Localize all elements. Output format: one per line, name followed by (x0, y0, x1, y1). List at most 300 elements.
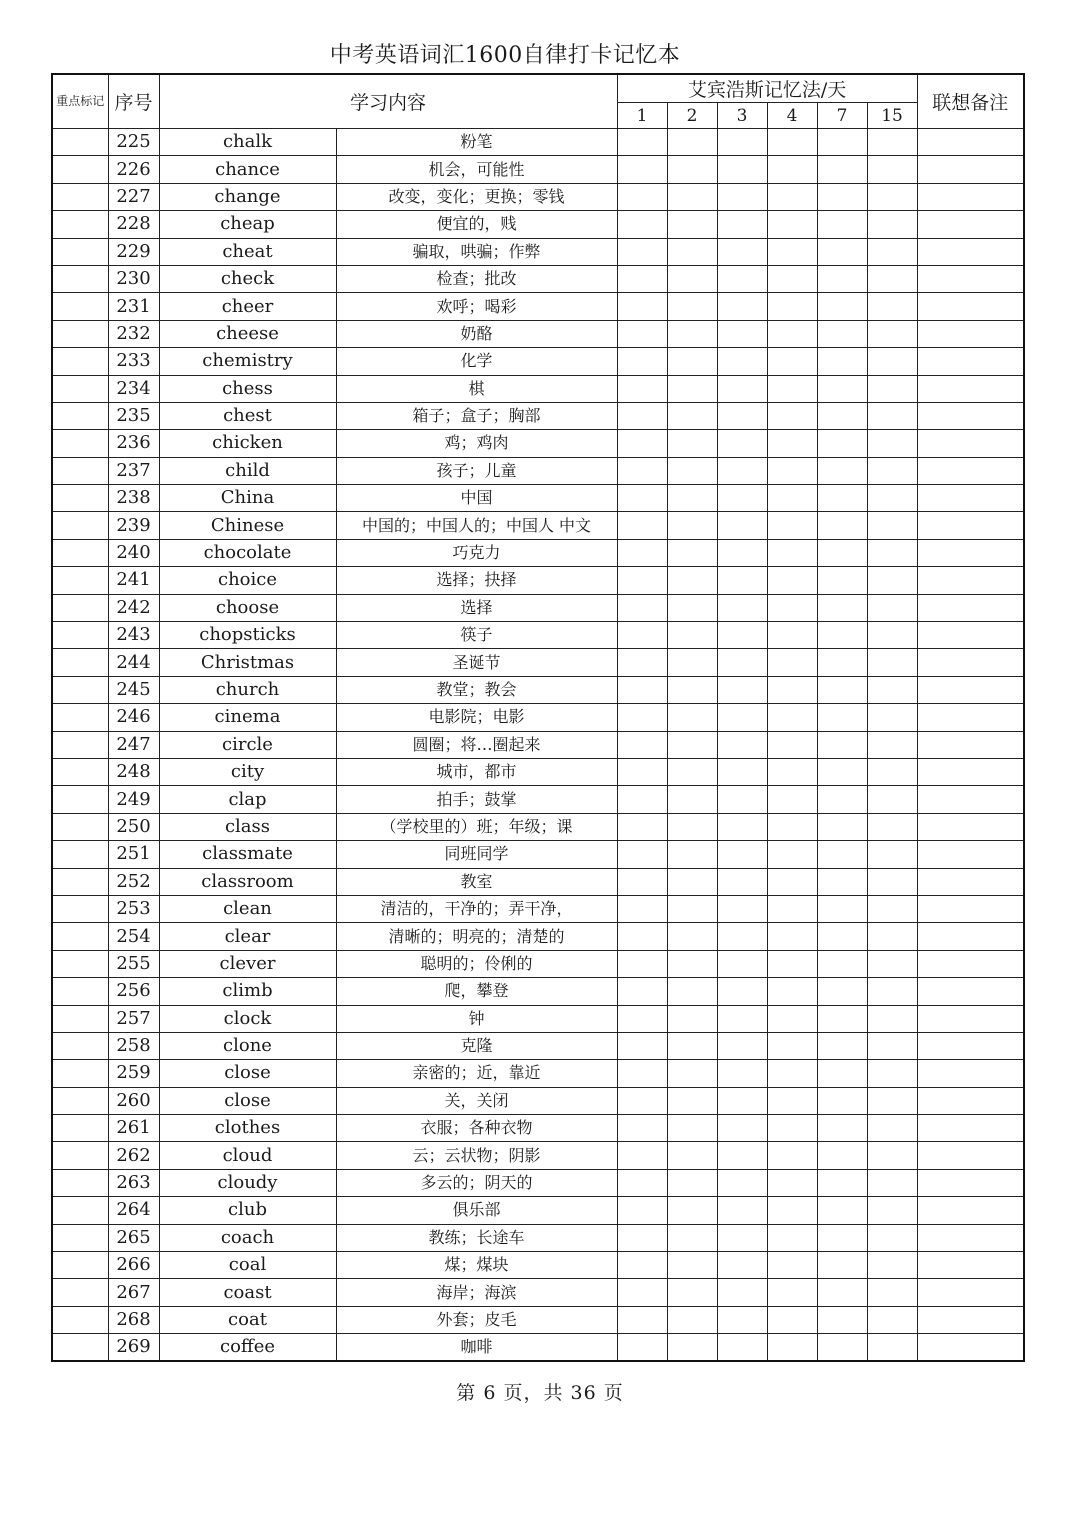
mark-cell[interactable] (52, 1252, 108, 1279)
day-checkbox-cell[interactable] (767, 183, 817, 210)
notes-cell[interactable] (917, 265, 1024, 292)
day-checkbox-cell[interactable] (617, 622, 667, 649)
day-checkbox-cell[interactable] (717, 622, 767, 649)
day-checkbox-cell[interactable] (767, 265, 817, 292)
day-checkbox-cell[interactable] (817, 1279, 867, 1306)
mark-cell[interactable] (52, 813, 108, 840)
notes-cell[interactable] (917, 1197, 1024, 1224)
day-checkbox-cell[interactable] (717, 1005, 767, 1032)
mark-cell[interactable] (52, 1169, 108, 1196)
day-checkbox-cell[interactable] (717, 293, 767, 320)
day-checkbox-cell[interactable] (767, 485, 817, 512)
day-checkbox-cell[interactable] (767, 1197, 817, 1224)
day-checkbox-cell[interactable] (817, 649, 867, 676)
day-checkbox-cell[interactable] (717, 978, 767, 1005)
day-checkbox-cell[interactable] (867, 950, 917, 977)
day-checkbox-cell[interactable] (767, 704, 817, 731)
day-checkbox-cell[interactable] (767, 1306, 817, 1333)
day-checkbox-cell[interactable] (667, 676, 717, 703)
day-checkbox-cell[interactable] (817, 676, 867, 703)
notes-cell[interactable] (917, 1142, 1024, 1169)
day-checkbox-cell[interactable] (717, 704, 767, 731)
notes-cell[interactable] (917, 1032, 1024, 1059)
day-checkbox-cell[interactable] (617, 594, 667, 621)
day-checkbox-cell[interactable] (767, 129, 817, 156)
day-checkbox-cell[interactable] (867, 731, 917, 758)
mark-cell[interactable] (52, 457, 108, 484)
day-checkbox-cell[interactable] (617, 1005, 667, 1032)
mark-cell[interactable] (52, 895, 108, 922)
day-checkbox-cell[interactable] (767, 211, 817, 238)
day-checkbox-cell[interactable] (617, 1197, 667, 1224)
day-checkbox-cell[interactable] (667, 1252, 717, 1279)
notes-cell[interactable] (917, 1252, 1024, 1279)
day-checkbox-cell[interactable] (717, 539, 767, 566)
day-checkbox-cell[interactable] (667, 512, 717, 539)
day-checkbox-cell[interactable] (717, 895, 767, 922)
day-checkbox-cell[interactable] (767, 1334, 817, 1361)
notes-cell[interactable] (917, 485, 1024, 512)
day-checkbox-cell[interactable] (667, 841, 717, 868)
mark-cell[interactable] (52, 430, 108, 457)
day-checkbox-cell[interactable] (617, 1169, 667, 1196)
day-checkbox-cell[interactable] (817, 293, 867, 320)
day-checkbox-cell[interactable] (667, 868, 717, 895)
day-checkbox-cell[interactable] (867, 402, 917, 429)
mark-cell[interactable] (52, 320, 108, 347)
mark-cell[interactable] (52, 183, 108, 210)
notes-cell[interactable] (917, 1060, 1024, 1087)
day-checkbox-cell[interactable] (817, 622, 867, 649)
day-checkbox-cell[interactable] (817, 978, 867, 1005)
day-checkbox-cell[interactable] (617, 1279, 667, 1306)
day-checkbox-cell[interactable] (867, 758, 917, 785)
day-checkbox-cell[interactable] (617, 1334, 667, 1361)
mark-cell[interactable] (52, 622, 108, 649)
mark-cell[interactable] (52, 1032, 108, 1059)
day-checkbox-cell[interactable] (617, 1252, 667, 1279)
day-checkbox-cell[interactable] (617, 402, 667, 429)
day-checkbox-cell[interactable] (717, 1032, 767, 1059)
day-checkbox-cell[interactable] (717, 950, 767, 977)
mark-cell[interactable] (52, 841, 108, 868)
mark-cell[interactable] (52, 539, 108, 566)
day-checkbox-cell[interactable] (867, 348, 917, 375)
day-checkbox-cell[interactable] (717, 1224, 767, 1251)
notes-cell[interactable] (917, 1334, 1024, 1361)
day-checkbox-cell[interactable] (617, 238, 667, 265)
notes-cell[interactable] (917, 402, 1024, 429)
day-checkbox-cell[interactable] (617, 1306, 667, 1333)
notes-cell[interactable] (917, 594, 1024, 621)
day-checkbox-cell[interactable] (667, 1087, 717, 1114)
notes-cell[interactable] (917, 676, 1024, 703)
day-checkbox-cell[interactable] (867, 238, 917, 265)
day-checkbox-cell[interactable] (667, 320, 717, 347)
day-checkbox-cell[interactable] (717, 485, 767, 512)
day-checkbox-cell[interactable] (817, 211, 867, 238)
notes-cell[interactable] (917, 1224, 1024, 1251)
day-checkbox-cell[interactable] (617, 895, 667, 922)
day-checkbox-cell[interactable] (817, 402, 867, 429)
day-checkbox-cell[interactable] (767, 594, 817, 621)
day-checkbox-cell[interactable] (817, 868, 867, 895)
notes-cell[interactable] (917, 567, 1024, 594)
day-checkbox-cell[interactable] (817, 1060, 867, 1087)
day-checkbox-cell[interactable] (817, 704, 867, 731)
day-checkbox-cell[interactable] (717, 786, 767, 813)
notes-cell[interactable] (917, 950, 1024, 977)
day-checkbox-cell[interactable] (617, 348, 667, 375)
day-checkbox-cell[interactable] (617, 841, 667, 868)
mark-cell[interactable] (52, 594, 108, 621)
day-checkbox-cell[interactable] (867, 786, 917, 813)
day-checkbox-cell[interactable] (867, 430, 917, 457)
day-checkbox-cell[interactable] (767, 293, 817, 320)
day-checkbox-cell[interactable] (617, 1115, 667, 1142)
day-checkbox-cell[interactable] (817, 238, 867, 265)
day-checkbox-cell[interactable] (767, 156, 817, 183)
day-checkbox-cell[interactable] (767, 813, 817, 840)
notes-cell[interactable] (917, 512, 1024, 539)
day-checkbox-cell[interactable] (817, 1115, 867, 1142)
notes-cell[interactable] (917, 1087, 1024, 1114)
day-checkbox-cell[interactable] (817, 758, 867, 785)
day-checkbox-cell[interactable] (867, 813, 917, 840)
day-checkbox-cell[interactable] (817, 156, 867, 183)
mark-cell[interactable] (52, 375, 108, 402)
day-checkbox-cell[interactable] (617, 704, 667, 731)
day-checkbox-cell[interactable] (767, 1169, 817, 1196)
day-checkbox-cell[interactable] (667, 485, 717, 512)
day-checkbox-cell[interactable] (767, 622, 817, 649)
notes-cell[interactable] (917, 320, 1024, 347)
day-checkbox-cell[interactable] (767, 238, 817, 265)
day-checkbox-cell[interactable] (717, 813, 767, 840)
day-checkbox-cell[interactable] (617, 786, 667, 813)
notes-cell[interactable] (917, 293, 1024, 320)
mark-cell[interactable] (52, 512, 108, 539)
day-checkbox-cell[interactable] (667, 1224, 717, 1251)
day-checkbox-cell[interactable] (817, 1224, 867, 1251)
notes-cell[interactable] (917, 895, 1024, 922)
day-checkbox-cell[interactable] (767, 348, 817, 375)
day-checkbox-cell[interactable] (667, 649, 717, 676)
day-checkbox-cell[interactable] (767, 1032, 817, 1059)
day-checkbox-cell[interactable] (667, 567, 717, 594)
day-checkbox-cell[interactable] (867, 1142, 917, 1169)
day-checkbox-cell[interactable] (717, 1142, 767, 1169)
day-checkbox-cell[interactable] (867, 211, 917, 238)
notes-cell[interactable] (917, 758, 1024, 785)
day-checkbox-cell[interactable] (867, 895, 917, 922)
notes-cell[interactable] (917, 923, 1024, 950)
day-checkbox-cell[interactable] (667, 731, 717, 758)
day-checkbox-cell[interactable] (717, 841, 767, 868)
day-checkbox-cell[interactable] (717, 1169, 767, 1196)
day-checkbox-cell[interactable] (617, 375, 667, 402)
day-checkbox-cell[interactable] (667, 156, 717, 183)
notes-cell[interactable] (917, 622, 1024, 649)
day-checkbox-cell[interactable] (767, 1087, 817, 1114)
day-checkbox-cell[interactable] (817, 265, 867, 292)
notes-cell[interactable] (917, 539, 1024, 566)
notes-cell[interactable] (917, 813, 1024, 840)
day-checkbox-cell[interactable] (717, 1306, 767, 1333)
day-checkbox-cell[interactable] (817, 923, 867, 950)
day-checkbox-cell[interactable] (817, 1306, 867, 1333)
day-checkbox-cell[interactable] (767, 731, 817, 758)
notes-cell[interactable] (917, 129, 1024, 156)
day-checkbox-cell[interactable] (717, 594, 767, 621)
day-checkbox-cell[interactable] (817, 375, 867, 402)
day-checkbox-cell[interactable] (617, 512, 667, 539)
day-checkbox-cell[interactable] (767, 923, 817, 950)
day-checkbox-cell[interactable] (767, 1252, 817, 1279)
day-checkbox-cell[interactable] (667, 1142, 717, 1169)
day-checkbox-cell[interactable] (667, 1306, 717, 1333)
day-checkbox-cell[interactable] (667, 813, 717, 840)
notes-cell[interactable] (917, 1169, 1024, 1196)
notes-cell[interactable] (917, 238, 1024, 265)
mark-cell[interactable] (52, 1334, 108, 1361)
day-checkbox-cell[interactable] (767, 1279, 817, 1306)
notes-cell[interactable] (917, 457, 1024, 484)
day-checkbox-cell[interactable] (767, 567, 817, 594)
day-checkbox-cell[interactable] (817, 1142, 867, 1169)
day-checkbox-cell[interactable] (667, 622, 717, 649)
day-checkbox-cell[interactable] (617, 1060, 667, 1087)
mark-cell[interactable] (52, 1087, 108, 1114)
day-checkbox-cell[interactable] (817, 430, 867, 457)
day-checkbox-cell[interactable] (667, 238, 717, 265)
day-checkbox-cell[interactable] (817, 348, 867, 375)
mark-cell[interactable] (52, 704, 108, 731)
mark-cell[interactable] (52, 238, 108, 265)
mark-cell[interactable] (52, 567, 108, 594)
day-checkbox-cell[interactable] (717, 348, 767, 375)
day-checkbox-cell[interactable] (617, 813, 667, 840)
day-checkbox-cell[interactable] (817, 485, 867, 512)
day-checkbox-cell[interactable] (717, 430, 767, 457)
day-checkbox-cell[interactable] (817, 1087, 867, 1114)
day-checkbox-cell[interactable] (767, 649, 817, 676)
day-checkbox-cell[interactable] (817, 895, 867, 922)
day-checkbox-cell[interactable] (817, 457, 867, 484)
day-checkbox-cell[interactable] (667, 1334, 717, 1361)
day-checkbox-cell[interactable] (867, 156, 917, 183)
day-checkbox-cell[interactable] (717, 211, 767, 238)
day-checkbox-cell[interactable] (867, 512, 917, 539)
day-checkbox-cell[interactable] (667, 923, 717, 950)
day-checkbox-cell[interactable] (767, 950, 817, 977)
day-checkbox-cell[interactable] (717, 1279, 767, 1306)
mark-cell[interactable] (52, 1197, 108, 1224)
day-checkbox-cell[interactable] (767, 1005, 817, 1032)
notes-cell[interactable] (917, 1005, 1024, 1032)
day-checkbox-cell[interactable] (867, 841, 917, 868)
notes-cell[interactable] (917, 841, 1024, 868)
notes-cell[interactable] (917, 868, 1024, 895)
day-checkbox-cell[interactable] (667, 265, 717, 292)
day-checkbox-cell[interactable] (717, 265, 767, 292)
day-checkbox-cell[interactable] (717, 1087, 767, 1114)
notes-cell[interactable] (917, 978, 1024, 1005)
day-checkbox-cell[interactable] (867, 1032, 917, 1059)
day-checkbox-cell[interactable] (617, 1087, 667, 1114)
day-checkbox-cell[interactable] (767, 430, 817, 457)
day-checkbox-cell[interactable] (867, 183, 917, 210)
day-checkbox-cell[interactable] (667, 293, 717, 320)
day-checkbox-cell[interactable] (817, 320, 867, 347)
day-checkbox-cell[interactable] (667, 786, 717, 813)
day-checkbox-cell[interactable] (867, 622, 917, 649)
day-checkbox-cell[interactable] (717, 649, 767, 676)
day-checkbox-cell[interactable] (867, 567, 917, 594)
day-checkbox-cell[interactable] (867, 923, 917, 950)
mark-cell[interactable] (52, 1279, 108, 1306)
day-checkbox-cell[interactable] (867, 375, 917, 402)
mark-cell[interactable] (52, 265, 108, 292)
day-checkbox-cell[interactable] (867, 649, 917, 676)
mark-cell[interactable] (52, 978, 108, 1005)
day-checkbox-cell[interactable] (867, 1334, 917, 1361)
notes-cell[interactable] (917, 1115, 1024, 1142)
day-checkbox-cell[interactable] (667, 129, 717, 156)
day-checkbox-cell[interactable] (717, 512, 767, 539)
day-checkbox-cell[interactable] (867, 1115, 917, 1142)
mark-cell[interactable] (52, 923, 108, 950)
mark-cell[interactable] (52, 868, 108, 895)
notes-cell[interactable] (917, 183, 1024, 210)
day-checkbox-cell[interactable] (667, 1115, 717, 1142)
day-checkbox-cell[interactable] (667, 978, 717, 1005)
day-checkbox-cell[interactable] (817, 567, 867, 594)
day-checkbox-cell[interactable] (767, 457, 817, 484)
day-checkbox-cell[interactable] (767, 786, 817, 813)
day-checkbox-cell[interactable] (817, 1334, 867, 1361)
day-checkbox-cell[interactable] (617, 1032, 667, 1059)
notes-cell[interactable] (917, 430, 1024, 457)
day-checkbox-cell[interactable] (667, 950, 717, 977)
day-checkbox-cell[interactable] (867, 1279, 917, 1306)
day-checkbox-cell[interactable] (767, 1060, 817, 1087)
day-checkbox-cell[interactable] (667, 1279, 717, 1306)
day-checkbox-cell[interactable] (617, 485, 667, 512)
mark-cell[interactable] (52, 293, 108, 320)
day-checkbox-cell[interactable] (617, 430, 667, 457)
day-checkbox-cell[interactable] (617, 868, 667, 895)
day-checkbox-cell[interactable] (867, 539, 917, 566)
day-checkbox-cell[interactable] (867, 1005, 917, 1032)
notes-cell[interactable] (917, 1279, 1024, 1306)
day-checkbox-cell[interactable] (767, 402, 817, 429)
day-checkbox-cell[interactable] (667, 895, 717, 922)
notes-cell[interactable] (917, 348, 1024, 375)
day-checkbox-cell[interactable] (867, 676, 917, 703)
day-checkbox-cell[interactable] (717, 129, 767, 156)
day-checkbox-cell[interactable] (617, 731, 667, 758)
mark-cell[interactable] (52, 758, 108, 785)
day-checkbox-cell[interactable] (667, 183, 717, 210)
day-checkbox-cell[interactable] (617, 676, 667, 703)
mark-cell[interactable] (52, 731, 108, 758)
mark-cell[interactable] (52, 1060, 108, 1087)
notes-cell[interactable] (917, 786, 1024, 813)
day-checkbox-cell[interactable] (667, 1169, 717, 1196)
notes-cell[interactable] (917, 731, 1024, 758)
day-checkbox-cell[interactable] (617, 265, 667, 292)
day-checkbox-cell[interactable] (817, 594, 867, 621)
day-checkbox-cell[interactable] (817, 786, 867, 813)
day-checkbox-cell[interactable] (867, 1087, 917, 1114)
day-checkbox-cell[interactable] (767, 320, 817, 347)
day-checkbox-cell[interactable] (667, 594, 717, 621)
day-checkbox-cell[interactable] (717, 923, 767, 950)
mark-cell[interactable] (52, 1224, 108, 1251)
day-checkbox-cell[interactable] (717, 375, 767, 402)
day-checkbox-cell[interactable] (667, 1032, 717, 1059)
day-checkbox-cell[interactable] (667, 704, 717, 731)
day-checkbox-cell[interactable] (717, 1115, 767, 1142)
day-checkbox-cell[interactable] (767, 1115, 817, 1142)
day-checkbox-cell[interactable] (867, 1306, 917, 1333)
day-checkbox-cell[interactable] (617, 649, 667, 676)
mark-cell[interactable] (52, 1115, 108, 1142)
day-checkbox-cell[interactable] (867, 129, 917, 156)
day-checkbox-cell[interactable] (717, 1197, 767, 1224)
day-checkbox-cell[interactable] (667, 211, 717, 238)
day-checkbox-cell[interactable] (817, 1169, 867, 1196)
mark-cell[interactable] (52, 676, 108, 703)
day-checkbox-cell[interactable] (817, 129, 867, 156)
day-checkbox-cell[interactable] (617, 978, 667, 1005)
day-checkbox-cell[interactable] (717, 238, 767, 265)
day-checkbox-cell[interactable] (617, 156, 667, 183)
day-checkbox-cell[interactable] (867, 293, 917, 320)
day-checkbox-cell[interactable] (667, 1005, 717, 1032)
day-checkbox-cell[interactable] (767, 758, 817, 785)
mark-cell[interactable] (52, 156, 108, 183)
day-checkbox-cell[interactable] (817, 813, 867, 840)
day-checkbox-cell[interactable] (767, 895, 817, 922)
day-checkbox-cell[interactable] (867, 1060, 917, 1087)
mark-cell[interactable] (52, 129, 108, 156)
notes-cell[interactable] (917, 156, 1024, 183)
day-checkbox-cell[interactable] (717, 731, 767, 758)
mark-cell[interactable] (52, 348, 108, 375)
day-checkbox-cell[interactable] (817, 1197, 867, 1224)
notes-cell[interactable] (917, 649, 1024, 676)
day-checkbox-cell[interactable] (817, 841, 867, 868)
day-checkbox-cell[interactable] (717, 183, 767, 210)
day-checkbox-cell[interactable] (767, 512, 817, 539)
notes-cell[interactable] (917, 211, 1024, 238)
day-checkbox-cell[interactable] (767, 978, 817, 1005)
day-checkbox-cell[interactable] (717, 156, 767, 183)
day-checkbox-cell[interactable] (767, 539, 817, 566)
day-checkbox-cell[interactable] (817, 950, 867, 977)
day-checkbox-cell[interactable] (667, 375, 717, 402)
day-checkbox-cell[interactable] (667, 402, 717, 429)
day-checkbox-cell[interactable] (717, 320, 767, 347)
day-checkbox-cell[interactable] (667, 457, 717, 484)
day-checkbox-cell[interactable] (617, 539, 667, 566)
notes-cell[interactable] (917, 1306, 1024, 1333)
day-checkbox-cell[interactable] (717, 1334, 767, 1361)
day-checkbox-cell[interactable] (817, 512, 867, 539)
day-checkbox-cell[interactable] (867, 265, 917, 292)
